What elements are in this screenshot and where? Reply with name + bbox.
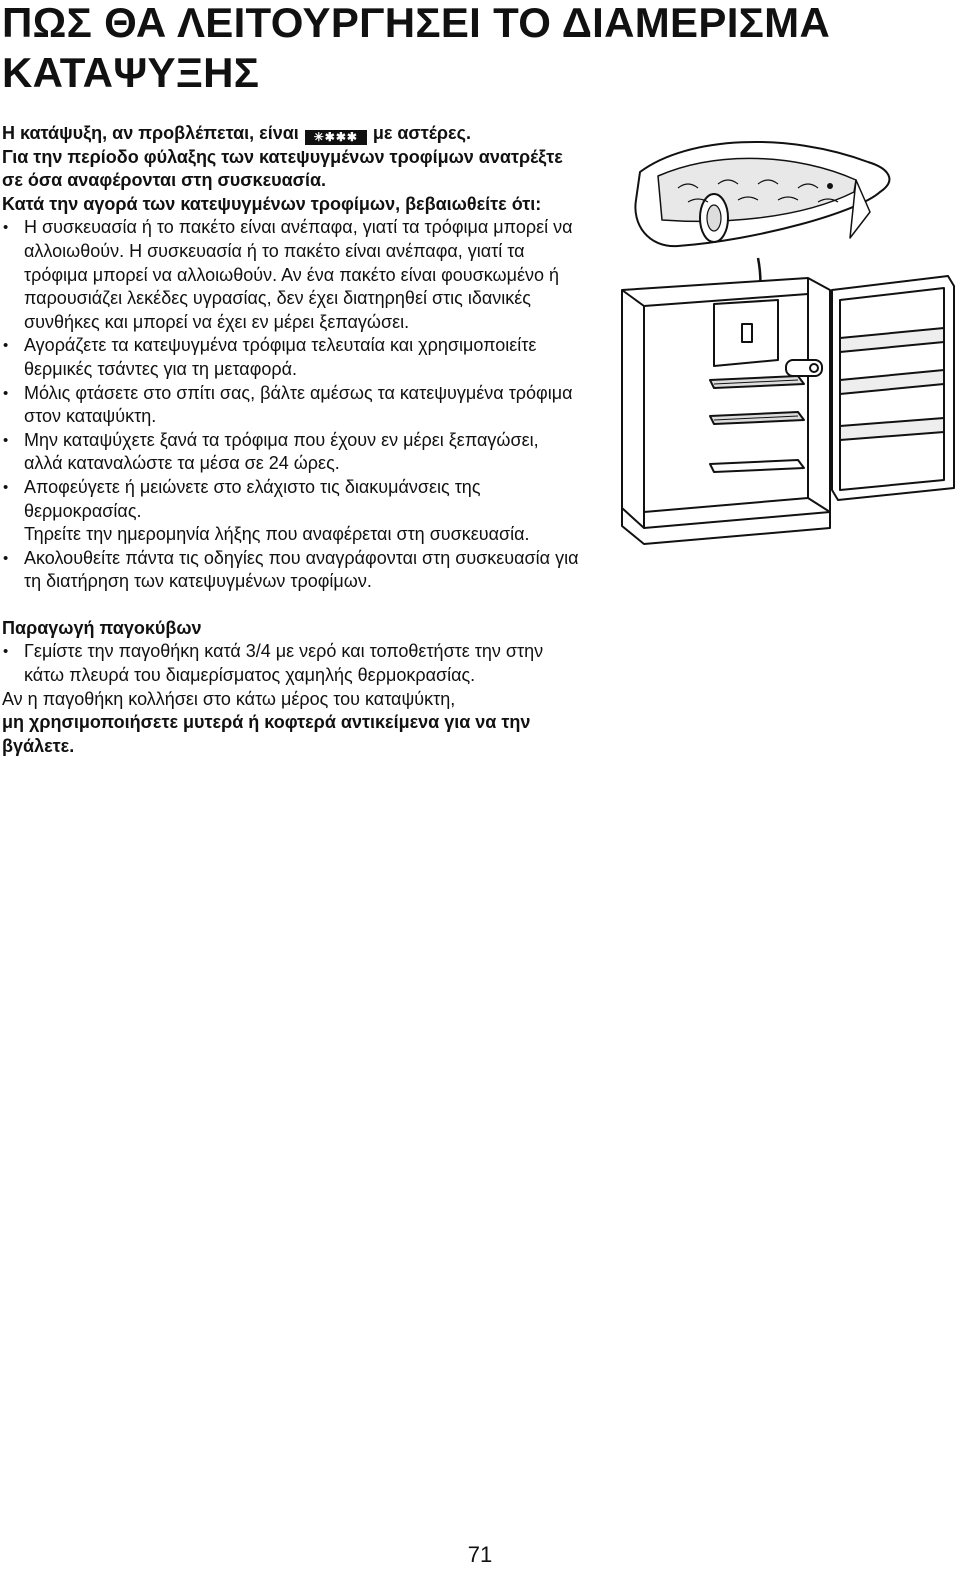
ice-tray-warning: μη χρησιμοποιήσετε μυτερά ή κοφτερά αντικείμενα για να την βγάλετε.	[2, 712, 531, 756]
list-item	[2, 334, 582, 381]
list-item	[2, 216, 582, 334]
list-item-text: Αγοράζετε τα κατεψυγμένα τρόφιμα τελευταία και χρησιμοποιείτε θερμικές τσάντες για τη μεταφορά.	[24, 335, 537, 379]
list-item-extra-text: Τηρείτε την ημερομηνία λήξης που αναφέρεται στη συσκευασία.	[24, 524, 530, 545]
page-title	[2, 0, 830, 98]
list-item-text: Αποφεύγετε ή μειώνετε στο ελάχιστο τις διακυμάνσεις της θερμοκρασίας.	[24, 476, 481, 521]
list-item-text: Γεμίστε την παγοθήκη κατά 3/4 με νερό και τοποθετήστε την στην κάτω πλευρά του διαμερίσματος χαμηλής θερμοκρασίας.	[24, 641, 544, 686]
fish-package-drawing	[635, 142, 889, 246]
list-item-text: Η συσκευασία ή το πακέτο είναι ανέπαφα, γιατί τα τρόφιμα μπορεί να αλλοιωθούν. Η συσκευασία ή το πακέτο είναι ανέπαφα, γιατί τα τρόφιμα μπορεί να αλλοιωθούν. Αν ένα πακέτο είναι φουσκωμένο ή παρουσιάζει λεκέδες υγρασίας, δεν έχει διατηρηθεί στις ιδανικές συνθήκες και μπορεί να έχει εν μέρει ξεπαγώσει.	[24, 217, 573, 332]
list-item	[2, 429, 582, 476]
list-item	[2, 382, 582, 429]
list-item-text: Μην καταψύχετε ξανά τα τρόφιμα που έχουν εν μέρει ξεπαγώσει, αλλά καταναλώστε τα μέσα σε 24 ώρες.	[24, 429, 539, 474]
list-item-text: Μόλις φτάσετε στο σπίτι σας, βάλτε αμέσως τα κατεψυγμένα τρόφιμα στον καταψύκτη.	[24, 382, 573, 427]
ice-cubes-heading: Παραγωγή παγοκύβων	[2, 617, 202, 638]
intro-line-1	[2, 122, 582, 146]
fridge-illustration	[618, 128, 958, 548]
main-text-column	[2, 122, 582, 758]
list-item-text: Ακολουθείτε πάντα τις οδηγίες που αναγράφονται στη συσκευασία για τη διατήρηση των κατεψυγμένων τροφίμων.	[24, 547, 579, 592]
intro-text-after-icon: με αστέρες.	[372, 123, 471, 143]
page-number: 71	[467, 1542, 493, 1567]
intro-text-before-icon: Η κατάψυξη, αν προβλέπεται, είναι	[2, 123, 299, 143]
ice-tray-note: Αν η παγοθήκη κολλήσει στο κάτω μέρος του καταψύκτη,	[2, 688, 456, 709]
page-title-line-2: ΚΑΤΑΨΥΞΗΣ	[2, 49, 260, 96]
purchase-tips-list	[2, 216, 582, 594]
freezer-stars-icon: ✳✱✱✱	[305, 130, 367, 145]
list-item	[2, 476, 582, 547]
ice-cubes-list	[2, 640, 582, 687]
list-item	[2, 640, 582, 687]
page-title-line-1: ΠΩΣ ΘΑ ΛΕΙΤΟΥΡΓΗΣΕΙ ΤΟ ΔΙΑΜΕΡΙΣΜΑ	[2, 0, 831, 46]
list-item	[2, 547, 582, 594]
intro-line-3: Κατά την αγορά των κατεψυγμένων τροφίμων, βεβαιωθείτε ότι:	[2, 193, 542, 214]
open-fridge-drawing	[622, 276, 954, 544]
intro-line-2: Για την περίοδο φύλαξης των κατεψυγμένων τροφίμων ανατρέξτε σε όσα αναφέρονται στη συσκευασία.	[2, 146, 563, 191]
